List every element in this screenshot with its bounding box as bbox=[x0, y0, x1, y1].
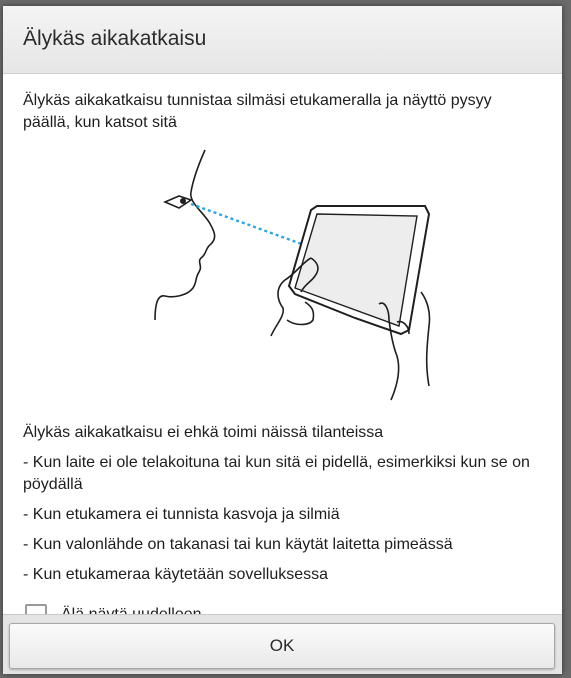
tablet-screen bbox=[295, 214, 417, 326]
ok-button[interactable]: OK bbox=[9, 623, 555, 669]
limitation-item: - Kun etukamera ei tunnista kasvoja ja silmiä bbox=[23, 506, 340, 523]
smart-stay-dialog bbox=[3, 6, 562, 674]
illustration-drawing bbox=[135, 150, 425, 406]
intro-text: Älykäs aikakatkaisu tunnistaa silmäsi etukameralla ja näyttö pysyy päällä, kun katsot sitä bbox=[23, 92, 492, 131]
limitation-item: - Kun etukameraa käytetään sovelluksessa bbox=[23, 566, 329, 583]
dialog-footer bbox=[3, 614, 562, 674]
dialog-header bbox=[3, 6, 562, 74]
dialog-title: Älykäs aikakatkaisu bbox=[23, 26, 207, 50]
limitation-item: - Kun laite ei ole telakoituna tai kun sitä ei pidellä, esimerkiksi kun se on pöydällä bbox=[23, 454, 530, 493]
dialog-content[interactable] bbox=[3, 74, 562, 614]
face-profile bbox=[155, 150, 215, 320]
limitation-item: - Kun valonlähde on takanasi tai kun käytät laitetta pimeässä bbox=[23, 536, 453, 553]
warning-heading: Älykäs aikakatkaisu ei ehkä toimi näissä tilanteissa bbox=[23, 424, 384, 441]
eye-icon bbox=[165, 196, 191, 208]
person-looking-at-tablet-illustration bbox=[23, 146, 543, 408]
